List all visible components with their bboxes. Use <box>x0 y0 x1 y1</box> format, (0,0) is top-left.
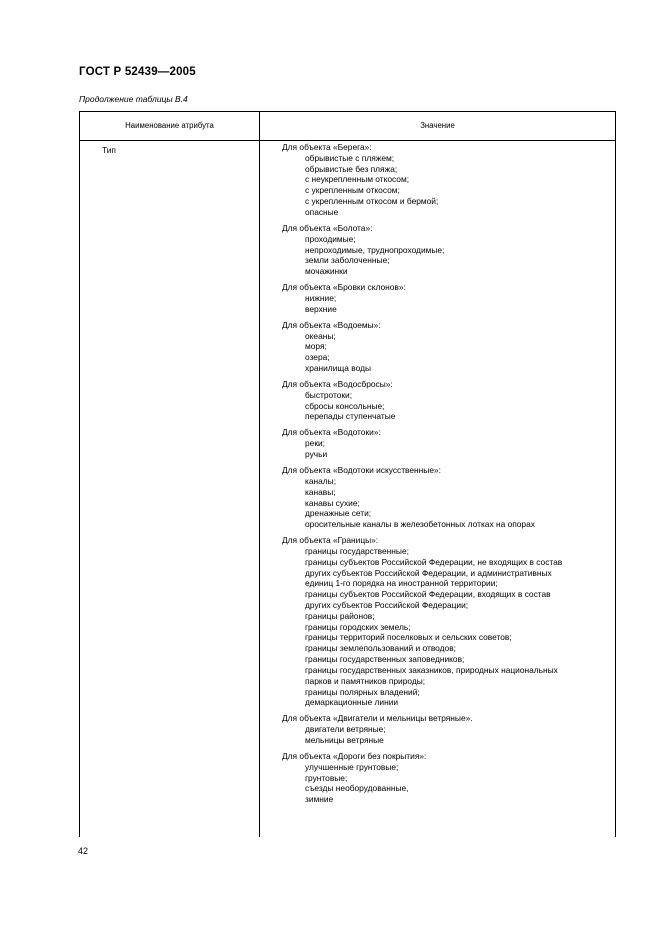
value-item: границы государственных заповедников; <box>305 654 465 665</box>
value-item: канавы сухие; <box>305 497 360 508</box>
value-item: границы государственные; <box>305 545 409 556</box>
value-group-title: Для объекта «Водотоки»: <box>282 427 381 438</box>
value-group <box>282 713 610 745</box>
value-group-title: Для объекта «Водоемы»: <box>282 319 381 330</box>
value-item: грунтовые; <box>305 772 348 783</box>
table-header-row <box>80 112 615 141</box>
column-header-attribute: Наименование атрибута <box>125 121 214 130</box>
value-item: границы районов; <box>305 610 375 621</box>
value-item: мочажинки <box>305 266 348 277</box>
value-item: проходимые; <box>305 233 356 244</box>
value-item: нижние; <box>305 292 337 303</box>
value-item: моря; <box>305 341 327 352</box>
value-item: океаны; <box>305 330 336 341</box>
value-group-title: Для объекта «Водотоки искусственные»: <box>282 465 441 476</box>
value-item: каналы; <box>305 475 337 486</box>
value-group-title: Для объекта «Границы»: <box>282 535 379 546</box>
value-item: других субъектов Российской Федерации; <box>305 600 469 610</box>
value-group <box>282 320 610 374</box>
value-item: границы полярных владений; <box>305 686 420 697</box>
value-group <box>282 142 610 218</box>
value-item: хранилища воды <box>305 363 371 373</box>
value-item: верхние <box>305 303 337 314</box>
column-header-value: Значение <box>420 121 455 130</box>
value-item: оросительные каналы в железобетонных лотках на опорах <box>305 519 535 530</box>
column-divider <box>259 112 260 837</box>
value-item: мельницы ветряные <box>305 734 384 745</box>
value-item: других субъектов Российской Федерации, и административных <box>305 567 552 578</box>
value-item: обрывистые с пляжем; <box>305 152 395 163</box>
value-item: единиц 1-го порядка на иностранной территории; <box>305 578 498 589</box>
value-item: реки; <box>305 438 325 449</box>
value-item: дренажные сети; <box>305 508 372 519</box>
value-group-title: Для объекта «Берега»: <box>282 142 372 152</box>
value-item: непроходимые, труднопроходимые; <box>305 244 445 255</box>
table-caption: Продолжение таблицы В.4 <box>79 94 188 104</box>
value-item: с укрепленным откосом; <box>305 185 400 196</box>
value-group-title: Для объекта «Бровки склонов»: <box>282 282 406 293</box>
document-code: ГОСТ Р 52439—2005 <box>79 66 196 78</box>
value-item: сбросы консольные; <box>305 400 385 411</box>
value-item: границы субъектов Российской Федерации, входящих в состав <box>305 589 551 600</box>
value-group-title: Для объекта «Болота»: <box>282 222 373 233</box>
attribute-name-cell: Тип <box>102 145 116 155</box>
value-item: канавы; <box>305 486 336 497</box>
value-group <box>282 223 610 277</box>
page-number: 42 <box>78 846 89 856</box>
attribute-values-cell <box>282 142 610 810</box>
value-item: с неукрепленным откосом; <box>305 174 410 185</box>
value-group <box>282 427 610 459</box>
value-item: ручьи <box>305 449 328 460</box>
value-item: демаркационные линии <box>305 697 399 708</box>
value-item: границы субъектов Российской Федерации, не входящих в состав <box>305 556 563 567</box>
value-item: границы государственных заказников, природных национальных <box>305 664 558 675</box>
value-item: быстротоки; <box>305 389 353 400</box>
value-item: с укрепленным откосом и бермой; <box>305 196 439 207</box>
value-item: земли заболоченные; <box>305 255 390 266</box>
value-item: двигатели ветряные; <box>305 724 386 735</box>
value-item: границы городских земель; <box>305 621 411 632</box>
value-group <box>282 535 610 708</box>
value-group-title: Для объекта «Двигатели и мельницы ветряные». <box>282 713 473 724</box>
value-group <box>282 751 610 805</box>
value-group <box>282 379 610 422</box>
value-item: обрывистые без пляжа; <box>305 163 398 174</box>
value-group-title: Для объекта «Дороги без покрытия»: <box>282 750 427 761</box>
value-item: улучшенные грунтовые; <box>305 761 399 772</box>
value-group-title: Для объекта «Водосбросы»: <box>282 379 393 389</box>
value-item: озера; <box>305 352 330 363</box>
value-item: зимние <box>305 794 334 805</box>
value-item: границы землепользований и отводов; <box>305 643 456 654</box>
value-group <box>282 282 610 314</box>
value-item: съезды необорудованные, <box>305 783 409 794</box>
value-item: границы территорий поселковых и сельских советов; <box>305 632 512 643</box>
value-item: опасные <box>305 206 339 217</box>
attribute-table <box>79 111 616 837</box>
value-item: перепады ступенчатые <box>305 411 396 422</box>
value-item: парков и памятников природы; <box>305 675 426 686</box>
value-group <box>282 465 610 530</box>
